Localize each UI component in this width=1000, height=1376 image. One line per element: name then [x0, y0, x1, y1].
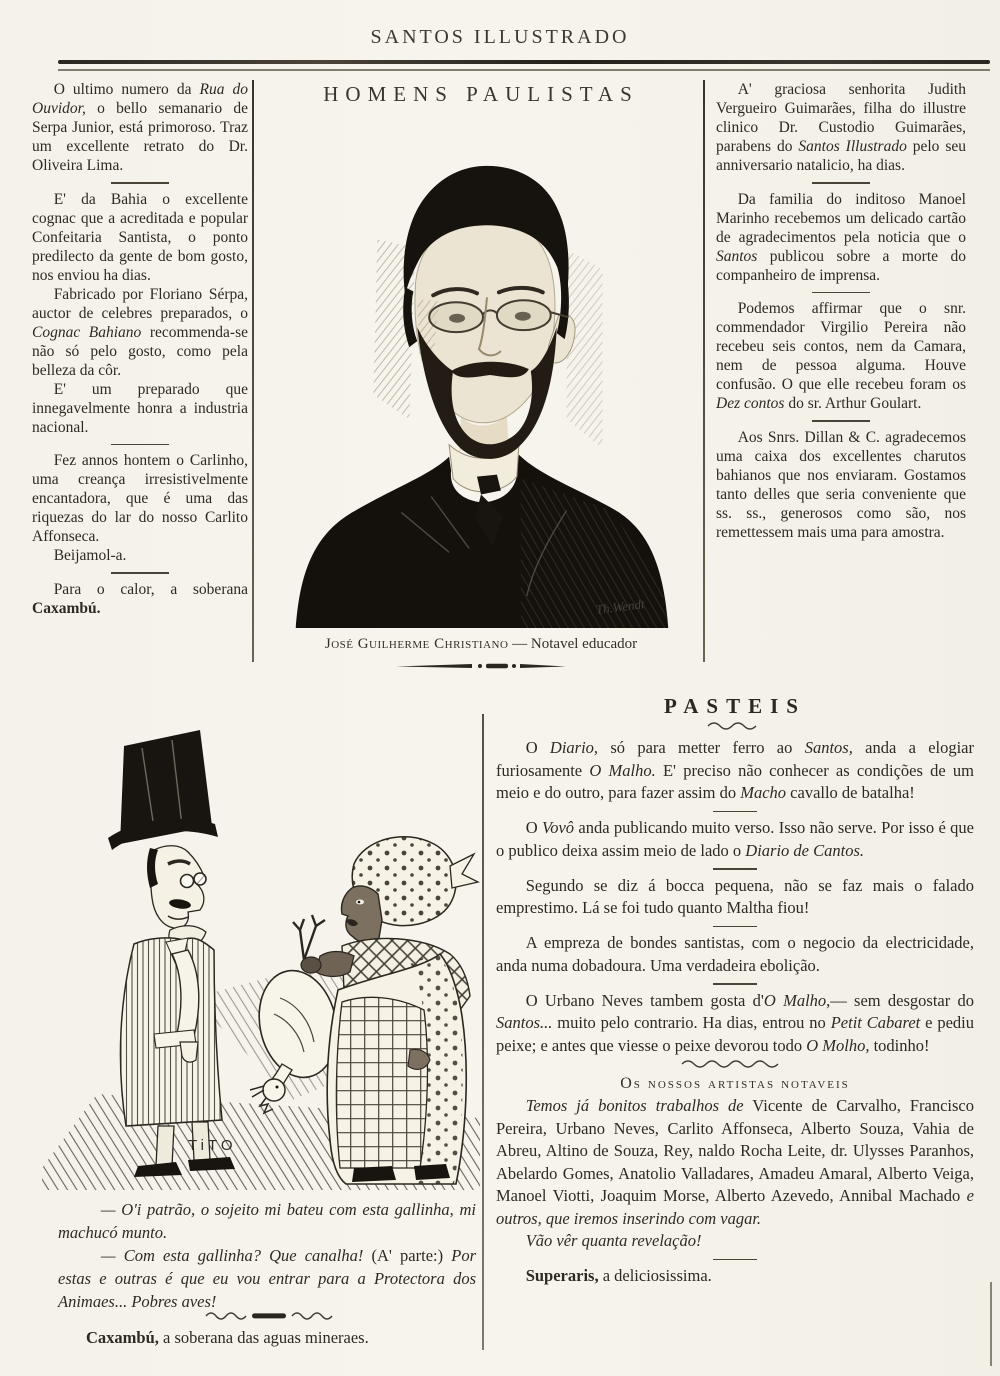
text-segment: Rua do Ouvidor,	[32, 81, 248, 117]
column-rule-left	[252, 80, 254, 662]
text-segment: Cognac Bahiano	[32, 323, 142, 341]
artists-heading: Os nossos artistas notaveis	[620, 1075, 850, 1092]
text-segment: Vicente de Carvalho, Francisco Pereira, Urbano Neves, Carlito Affonseca, Alberto Souza, Vahia de Abreu, Altino de Souza, Rey, naldo Rocha Leite, dr. Ulysses Paranhos, Abelardo Gomes, Anatolio Valladares, Amadeu Amaral, Alberto Veiga, Manoel Viotti, Joaquim Morse, Alberto Azevedo, Annibal Machado	[496, 1096, 974, 1205]
pince-nez-lens	[181, 875, 194, 888]
tapered-divider	[396, 661, 566, 671]
pince-nez-lens	[194, 873, 206, 885]
woman-hand	[301, 957, 321, 973]
glasses-lens	[429, 302, 483, 332]
text-segment: Santos,	[804, 738, 853, 757]
text-segment: O Malho.	[589, 760, 656, 780]
text-segment: Santos Illustrado	[798, 138, 907, 155]
paragraph	[496, 1265, 974, 1288]
text-segment: (A' parte:)	[363, 1246, 452, 1265]
man-face	[151, 846, 204, 929]
text-segment: muito pelo contrario. Ha dias, entrou no	[552, 1013, 831, 1032]
text-segment: José Guilherme Christiano	[324, 636, 509, 652]
paragraph	[32, 285, 248, 380]
woman-shoe	[352, 1166, 396, 1182]
text-segment: Fabricado por Floriano Sérpa, auctor de celebres preparados, o	[32, 285, 248, 322]
text-segment: O ultimo numero da	[53, 81, 200, 98]
portrait-image	[280, 120, 682, 628]
paragraph	[32, 580, 248, 618]
text-segment: Podemos affirmar que o snr. commendador Virgilio Pereira não recebeu seis contos, nem da Camara, nem de pessoa alguma. Houve confusão. O que elle recebeu foram os	[716, 300, 966, 393]
text-segment: Beijamol-a.	[53, 547, 127, 564]
paragraph	[32, 546, 248, 565]
woman-face	[341, 886, 382, 945]
cartoon-signature: TiTO	[188, 1137, 237, 1154]
text-segment: A empreza de bondes santistas, com o negocio da electricidade, anda numa dobadoura. Uma verdadeira ebolição.	[496, 933, 974, 975]
text-segment: — O'i patrão, o sojeito mi bateu com esta gallinha, mi machucó munto.	[58, 1200, 476, 1242]
chicken-head	[263, 1079, 285, 1101]
article-headline: HOMENS PAULISTAS	[323, 82, 639, 106]
text-segment: Fez annos hontem o Carlinho, uma creança irresistivelmente encantadora, que é uma das riquezas do lar do nosso Carlito Affonseca.	[32, 452, 248, 545]
masthead-title: SANTOS ILLUSTRADO	[370, 26, 630, 48]
paragraph	[496, 990, 974, 1058]
section-divider	[111, 182, 169, 184]
text-segment: o bello semanario de Serpa Junior, está primoroso. Traz um excellente retrato do Dr. Oliveira Lima.	[32, 100, 248, 174]
text-segment: Petit Cabaret	[830, 1013, 921, 1032]
text-segment: anda a elogiar furiosamente	[496, 738, 975, 780]
portrait-engraving	[280, 120, 682, 628]
paragraph	[496, 875, 974, 920]
cartoon-caption	[58, 1198, 476, 1313]
paragraph	[716, 80, 966, 175]
text-segment: pelo seu anniversario natalicio, ha dias.	[716, 138, 967, 174]
chicken-legs	[293, 915, 325, 960]
text-segment: Dez contos	[716, 395, 785, 412]
text-segment: Diario,	[549, 738, 599, 757]
chicken-beak	[250, 1086, 264, 1097]
section-divider	[111, 444, 169, 446]
text-segment: Segundo se diz á bocca pequena, não se faz mais o falado emprestimo. Lá se foi tudo quanto Maltha fiou!	[496, 875, 974, 917]
masthead-rule-thin	[58, 69, 990, 71]
text-segment: E' da Bahia o excellente cognac que a acreditada e popular Confeitaria Santista, o ponto predilecto da gente de bom gosto, nos enviou ha dias.	[32, 190, 248, 284]
text-segment: Vovô	[541, 818, 575, 837]
engraving-hatch	[567, 249, 603, 448]
masthead-rule-thick	[58, 60, 990, 64]
text-segment: recommenda-se não só pelo gosto, como pela belleza da côr.	[32, 323, 248, 379]
text-segment: a deliciosissima.	[598, 1266, 712, 1285]
caption-line	[58, 1244, 476, 1313]
wavy-divider	[706, 721, 764, 731]
portrait-caption	[262, 635, 700, 653]
text-segment: Por estas e outras é que eu vou entrar para a Protectora dos Animaes... Pobres aves!	[58, 1246, 476, 1311]
text-segment: Macho	[740, 783, 787, 802]
text-segment: Caxambú,	[86, 1328, 159, 1347]
footer-line	[86, 1328, 369, 1348]
text-segment: O Malho,	[763, 990, 831, 1010]
text-segment: e outros, que iremos inserindo com vagar.	[496, 1186, 974, 1228]
text-segment: O	[525, 738, 550, 757]
text-segment: Aos Snrs. Dillan & C. agradecemos uma caixa dos excellentes charutos bahianos que nos enviaram. Gostamos tanto delles que seria conveniente que ss. ss., generosos como são, nos remettessem mais uma para amostra.	[716, 428, 966, 541]
paragraph	[496, 1230, 974, 1253]
text-segment: anda publicando muito verso. Isso não serve. Por isso é que o publico deixa assim meio de lado o	[496, 818, 974, 860]
cartoon-image	[42, 698, 480, 1190]
text-segment: O Molho,	[806, 1035, 870, 1055]
pasteis-column	[496, 694, 974, 1288]
text-segment: O	[525, 818, 542, 837]
woman-shoe	[414, 1164, 450, 1180]
section-divider	[812, 292, 870, 294]
paragraph	[496, 1095, 974, 1230]
section-divider	[713, 868, 757, 870]
text-segment: — sem desgostar do	[830, 990, 974, 1010]
text-segment: E' um preparado que innegavelmente honra a industria nacional.	[32, 380, 248, 436]
paragraph	[496, 817, 974, 862]
text-segment: — Com esta gallinha? Que canalha!	[100, 1246, 364, 1265]
caption-line	[58, 1198, 476, 1244]
text-segment: e pediu peixe; e antes que viesse o peixe devorou todo	[496, 1013, 974, 1055]
text-segment: só para metter ferro ao	[598, 738, 805, 757]
paragraph	[32, 80, 248, 175]
text-segment: Temos já bonitos trabalhos de	[525, 1096, 744, 1115]
paragraph	[716, 299, 966, 413]
section-divider	[812, 420, 870, 422]
text-segment: do sr. Arthur Goulart.	[784, 395, 922, 412]
column-rule-right	[703, 80, 705, 662]
text-segment: Vão vêr quanta revelação!	[525, 1231, 702, 1250]
portrait-signature: Th.Wendt	[595, 596, 646, 618]
text-segment: Da familia do inditoso Manoel Marinho recebemos um delicado cartão de agradecimentos pela noticia que o	[716, 190, 966, 246]
text-segment: Caxambú.	[32, 599, 101, 617]
text-segment: Santos	[716, 247, 758, 265]
paragraph	[32, 451, 248, 546]
page-edge-mark	[990, 1282, 992, 1366]
text-segment: Diario de Cantos.	[745, 840, 864, 860]
text-segment: A' graciosa senhorita Judith Vergueiro Guimarães, filha do illustre clinico Dr. Custodio Guimarães, parabens do	[716, 81, 966, 155]
tie-knot	[477, 475, 501, 495]
wavy-bar-divider	[204, 1310, 336, 1322]
paragraph	[716, 190, 966, 285]
paragraph	[496, 737, 974, 805]
paragraph	[32, 190, 248, 285]
text-segment: a soberana das aguas mineraes.	[158, 1328, 369, 1347]
center-column	[262, 80, 700, 671]
section-divider	[713, 926, 757, 928]
text-segment: Superaris,	[525, 1266, 599, 1285]
right-column	[716, 80, 966, 542]
section-divider	[111, 572, 169, 574]
text-segment: publicou sobre a morte do companheiro de imprensa.	[716, 247, 966, 284]
pasteis-heading: PASTEIS	[664, 694, 806, 718]
section-divider	[713, 983, 757, 985]
text-segment: Para o calor, a soberana	[53, 580, 248, 598]
wavy-divider	[680, 1059, 790, 1069]
text-segment: cavallo de batalha!	[786, 783, 915, 802]
text-segment: todinho!	[869, 1035, 930, 1055]
apron-grid	[336, 997, 427, 1168]
cartoon-illustration	[42, 698, 480, 1190]
woman-pupil	[358, 901, 361, 904]
paragraph	[716, 428, 966, 542]
section-divider	[812, 182, 870, 184]
paragraph	[32, 380, 248, 437]
column-rule-bottom	[482, 714, 484, 1350]
section-divider	[713, 1259, 757, 1261]
woman-arm	[316, 952, 354, 977]
scarf-knot	[450, 854, 478, 888]
chicken-eye	[276, 1086, 279, 1089]
text-segment: E' preciso não conhecer as condições de um meio e do outro, para fazer assim do	[496, 760, 974, 802]
paragraph	[496, 932, 974, 977]
section-divider	[713, 811, 757, 813]
trouser-leg	[156, 1126, 174, 1166]
glasses-lens	[497, 300, 551, 330]
text-segment: Santos...	[496, 1013, 553, 1032]
left-column	[32, 80, 248, 618]
text-segment: — Notavel educador	[508, 636, 638, 652]
text-segment: O Urbano Neves tambem gosta d'	[525, 990, 764, 1010]
